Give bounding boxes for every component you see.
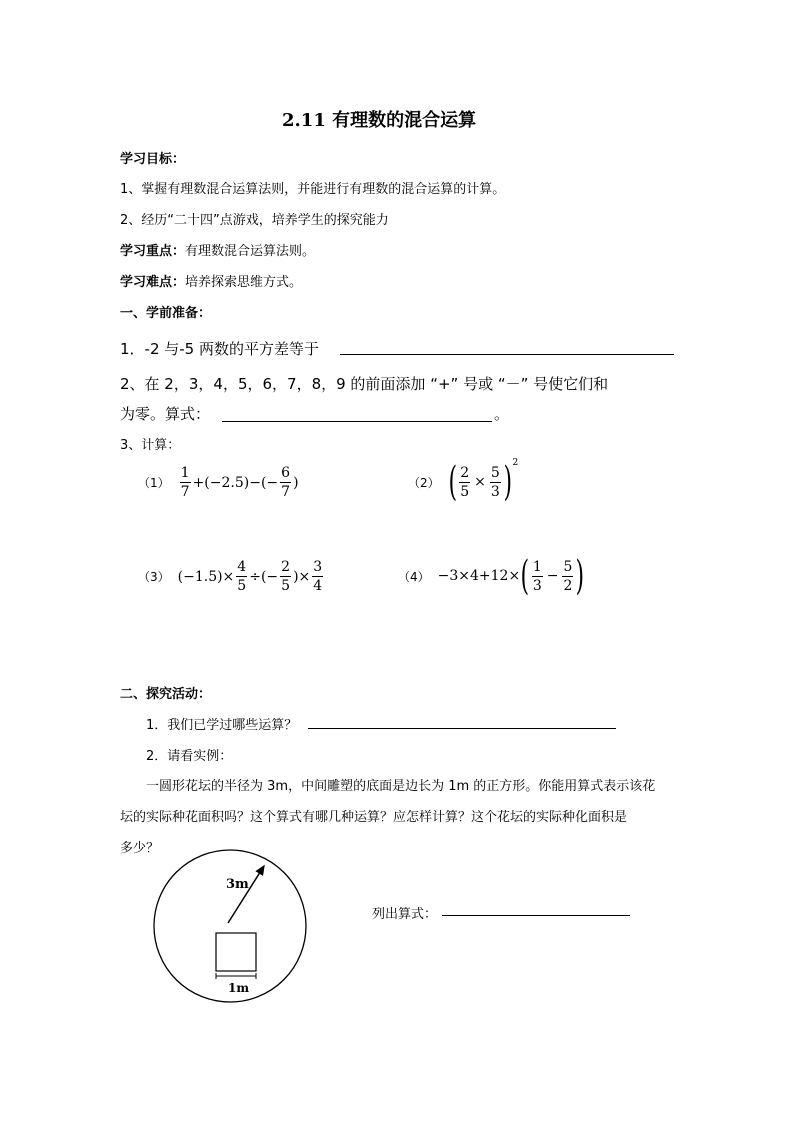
fraction: $\frac{2}{5}$ xyxy=(281,559,291,594)
operator: − xyxy=(546,568,559,584)
flowerbed-circle xyxy=(154,850,306,1002)
answer-blank-2[interactable] xyxy=(222,421,492,422)
fraction: $\frac{6}{7}$ xyxy=(281,465,291,500)
operator: × xyxy=(474,474,486,490)
left-paren: ( xyxy=(448,459,457,505)
activity-question-1: 1．我们已学过哪些运算？ xyxy=(146,718,298,733)
difficulty-label: 学习难点： xyxy=(120,275,186,290)
expression-text: ) xyxy=(293,474,299,491)
exponent: 2 xyxy=(512,458,519,468)
goal-item-1: 1、掌握有理数混合运算法则，并能进行有理数的混合运算的计算。 xyxy=(120,182,506,197)
fraction: $\frac{1}{7}$ xyxy=(180,465,190,500)
difficulty-text: 培养探索思维方式。 xyxy=(185,275,303,290)
question-1: 1．-2 与-5 两数的平方差等于 xyxy=(120,340,319,358)
problem-4 xyxy=(398,553,585,599)
question-2-line1: 2、在 2，3，4，5，6，7，8，9 的前面添加 “+” 号或 “－” 号使它们和 xyxy=(120,375,609,393)
fraction: $\frac{4}{5}$ xyxy=(237,559,247,594)
example-paragraph-line3: 多少？ xyxy=(120,841,160,856)
goals-heading: 学习目标： xyxy=(120,152,186,167)
expression-text: (−1.5)× xyxy=(177,568,235,585)
question-2-end: 。 xyxy=(494,405,510,423)
example-paragraph-line2: 坛的实际种花面积吗？这个算式有哪几种运算？应怎样计算？这个花坛的实际种化面积是 xyxy=(120,810,628,825)
problem-4-label: （4） xyxy=(398,569,430,584)
formula-label: 列出算式： xyxy=(372,907,438,922)
expression-text: )× xyxy=(293,568,311,585)
expression-text: ÷(− xyxy=(249,568,279,585)
fraction: $\frac{5}{2}$ xyxy=(563,558,573,594)
section1-heading: 一、学前准备： xyxy=(120,306,212,321)
flowerbed-diagram xyxy=(150,846,310,1006)
section2-heading: 二、探究活动： xyxy=(120,687,212,702)
left-paren: ( xyxy=(520,553,530,599)
problem-2 xyxy=(408,458,519,505)
page-title: 2.11 有理数的混合运算 xyxy=(282,110,477,131)
expression-text: −3×4+12× xyxy=(437,568,521,584)
question-3: 3、计算： xyxy=(120,438,181,453)
example-paragraph-line1: 一圆形花坛的半径为 3m，中间雕塑的底面是边长为 1m 的正方形。你能用算式表示该花 xyxy=(146,779,656,794)
fraction: $\frac{2}{5}$ xyxy=(460,464,470,500)
sculpture-square xyxy=(216,933,256,971)
fraction: $\frac{1}{3}$ xyxy=(532,558,542,594)
formula-blank[interactable] xyxy=(442,915,630,916)
radius-label: 3m xyxy=(226,877,249,892)
key-point-text: 有理数混合运算法则。 xyxy=(185,244,316,259)
problem-2-label: （2） xyxy=(408,475,440,490)
right-paren: ) xyxy=(575,553,585,599)
problem-1-label: （1） xyxy=(138,476,170,490)
expression-text: +(−2.5)−(− xyxy=(192,474,279,491)
right-paren: ) xyxy=(503,459,512,505)
answer-blank-1[interactable] xyxy=(340,354,674,355)
goal-item-2: 2、经历“二十四”点游戏，培养学生的探究能力 xyxy=(120,213,389,228)
fraction: $\frac{5}{3}$ xyxy=(490,464,500,500)
key-point xyxy=(120,240,315,259)
fraction: $\frac{3}{4}$ xyxy=(313,559,323,594)
side-label: 1m xyxy=(228,981,250,995)
radius-arrow xyxy=(228,866,264,923)
problem-3-label: （3） xyxy=(138,570,170,584)
answer-blank-3[interactable] xyxy=(308,728,616,729)
difficulty xyxy=(120,271,302,290)
problem-3 xyxy=(138,560,325,593)
question-2-line2: 为零。算式： xyxy=(120,405,211,423)
key-point-label: 学习重点： xyxy=(120,244,186,259)
problem-1 xyxy=(138,466,299,499)
activity-question-2: 2．请看实例： xyxy=(146,749,233,764)
